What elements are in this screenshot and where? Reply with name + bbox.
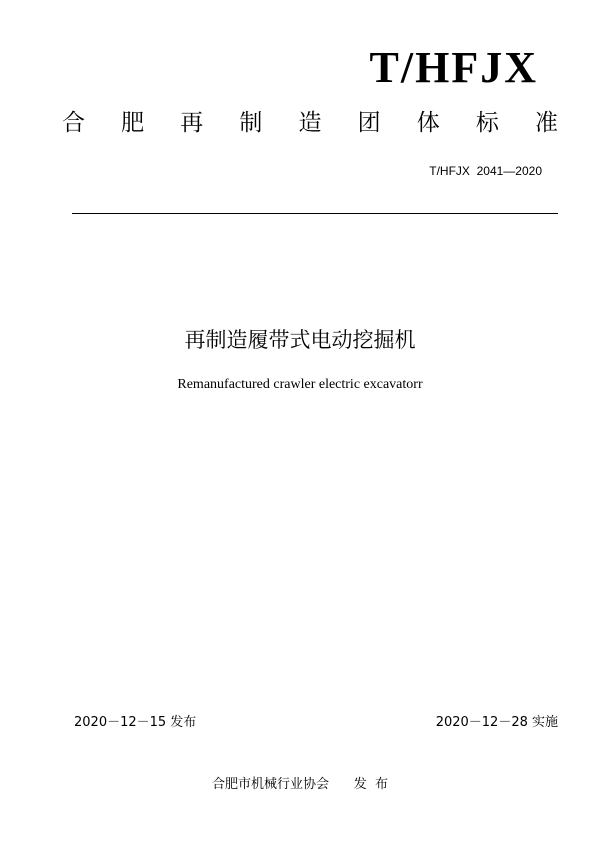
document-title-chinese: 再制造履带式电动挖掘机 <box>184 328 416 352</box>
heading-char: 准 <box>535 110 558 136</box>
heading-char: 体 <box>416 110 440 136</box>
organization-standard-heading <box>62 112 558 135</box>
header-divider <box>72 213 558 214</box>
publisher-line: 合肥市机械行业协会 发 布 <box>211 777 389 792</box>
implementation-date: 2020－12－28 实施 <box>435 715 558 730</box>
heading-char: 标 <box>475 110 499 136</box>
heading-char: 再 <box>180 110 204 136</box>
heading-char: 制 <box>239 110 263 136</box>
heading-char: 造 <box>298 110 322 136</box>
standard-code-logo: T/HFJX <box>369 43 538 92</box>
document-title-english: Remanufactured crawler electric excavatorr <box>177 377 423 392</box>
heading-char: 肥 <box>121 110 145 136</box>
heading-char: 合 <box>62 110 85 136</box>
standard-number: T/HFJX 2041—2020 <box>429 164 542 178</box>
issue-date: 2020－12－15 发布 <box>74 715 197 730</box>
heading-char: 团 <box>357 110 381 136</box>
